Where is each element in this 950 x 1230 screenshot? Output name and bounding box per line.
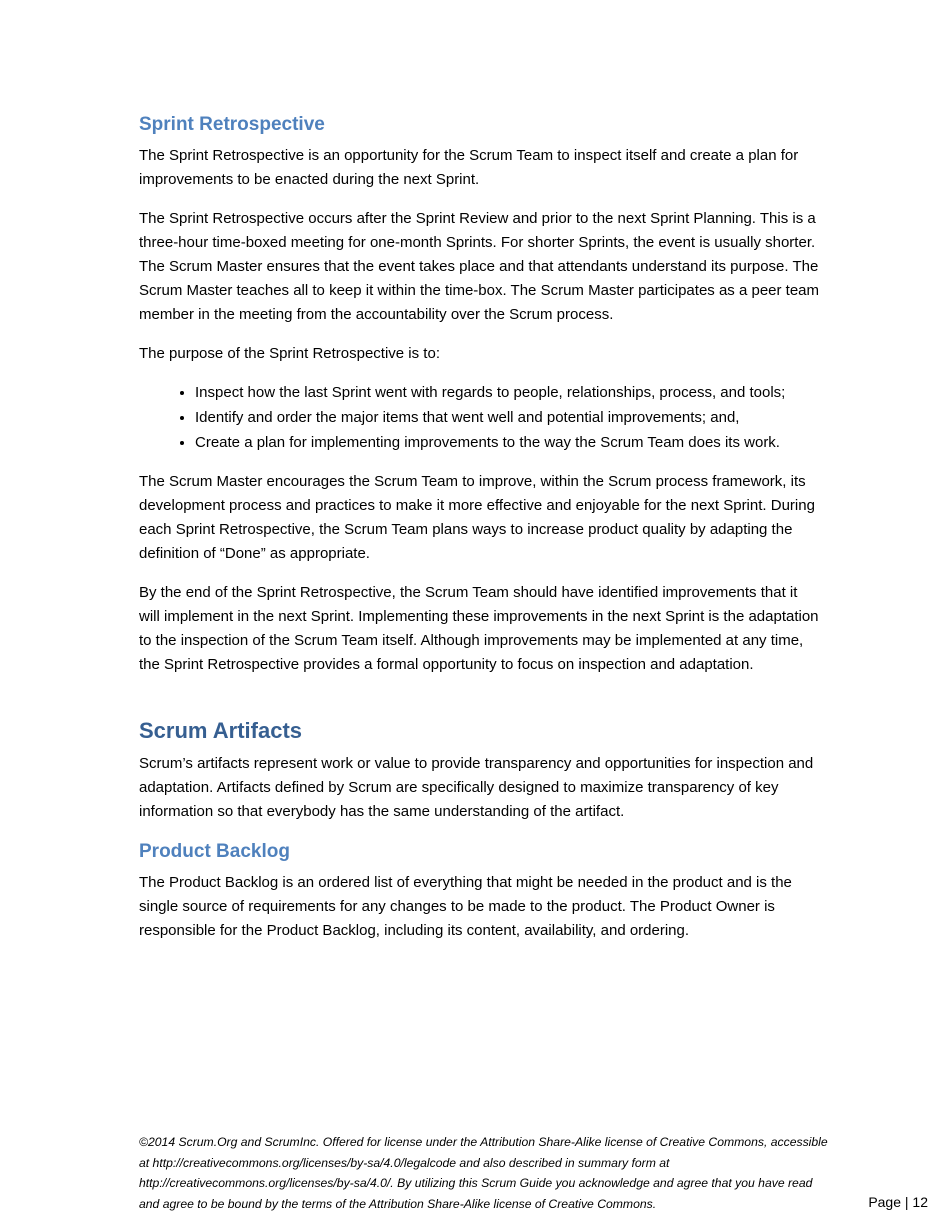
section-heading-sprint-retrospective: Sprint Retrospective [139, 114, 325, 135]
paragraph: Scrum’s artifacts represent work or value to provide transparency and opportunities for inspection and adaptation. Artifacts defined by Scrum are specifically designed to maximize transparency of key information so that everybody has the same understanding of the artifact. [139, 755, 814, 820]
document-body [139, 112, 819, 958]
section-spacer [139, 692, 819, 716]
page-number: Page | 12 [868, 1194, 928, 1210]
bullet-item: • Identify and order the major items that went well and potential improvements; and, [195, 406, 819, 430]
paragraph: The Sprint Retrospective is an opportunity for the Scrum Team to inspect itself and create a plan for improvements to be enacted during the next Sprint. [139, 147, 799, 188]
paragraph: The Product Backlog is an ordered list of everything that might be needed in the product and is the single source of requirements for any changes to be made to the product. The Product Owner is responsible for the Product Backlog, including its content, availability, and ordering. [139, 874, 792, 939]
paragraph: The Scrum Master encourages the Scrum Team to improve, within the Scrum process framework, its development process and practices to make it more effective and enjoyable for the next Sprint. During each Sprint Retrospective, the Scrum Team plans ways to increase product quality by adapting the definition of “Done” as appropriate. [139, 473, 815, 562]
bullet-list [139, 381, 819, 455]
paragraph: By the end of the Sprint Retrospective, the Scrum Team should have identified improvements that it will implement in the next Sprint. Implementing these improvements in the next Sprint is the adaptation to the inspection of the Scrum Team itself. Although improvements may be implemented at any time, the Sprint Retrospective provides a formal opportunity to focus on inspection and adaptation. [139, 584, 819, 673]
section-heading-product-backlog: Product Backlog [139, 841, 290, 862]
paragraph: The Sprint Retrospective occurs after the Sprint Review and prior to the next Sprint Planning. This is a three-hour time-boxed meeting for one-month Sprints. For shorter Sprints, the event is usually shorter. The Scrum Master ensures that the event takes place and that attendants understand its purpose. The Scrum Master teaches all to keep it within the time-box. The Scrum Master participates as a peer team member in the meeting from the accountability over the Scrum process. [139, 210, 820, 323]
bullet-item: • Create a plan for implementing improvements to the way the Scrum Team does its work. [195, 431, 819, 455]
paragraph: The purpose of the Sprint Retrospective is to: [139, 345, 440, 362]
section-heading-scrum-artifacts: Scrum Artifacts [139, 718, 303, 743]
footer-license: ©2014 Scrum.Org and ScrumInc. Offered for license under the Attribution Share-Alike license of Creative Commons, accessible at http://creativecommons.org/licenses/by-sa/4.0/legalcode and also described in summary form at http://creativecommons.org/licenses/by-sa/4.0/. By utilizing this Scrum Guide you acknowledge and agree that you have read and agree to be bound by the terms of the Attribution Share-Alike license of Creative Commons. [139, 1135, 828, 1211]
bullet-item: • Inspect how the last Sprint went with regards to people, relationships, process, and tools; [195, 381, 819, 405]
